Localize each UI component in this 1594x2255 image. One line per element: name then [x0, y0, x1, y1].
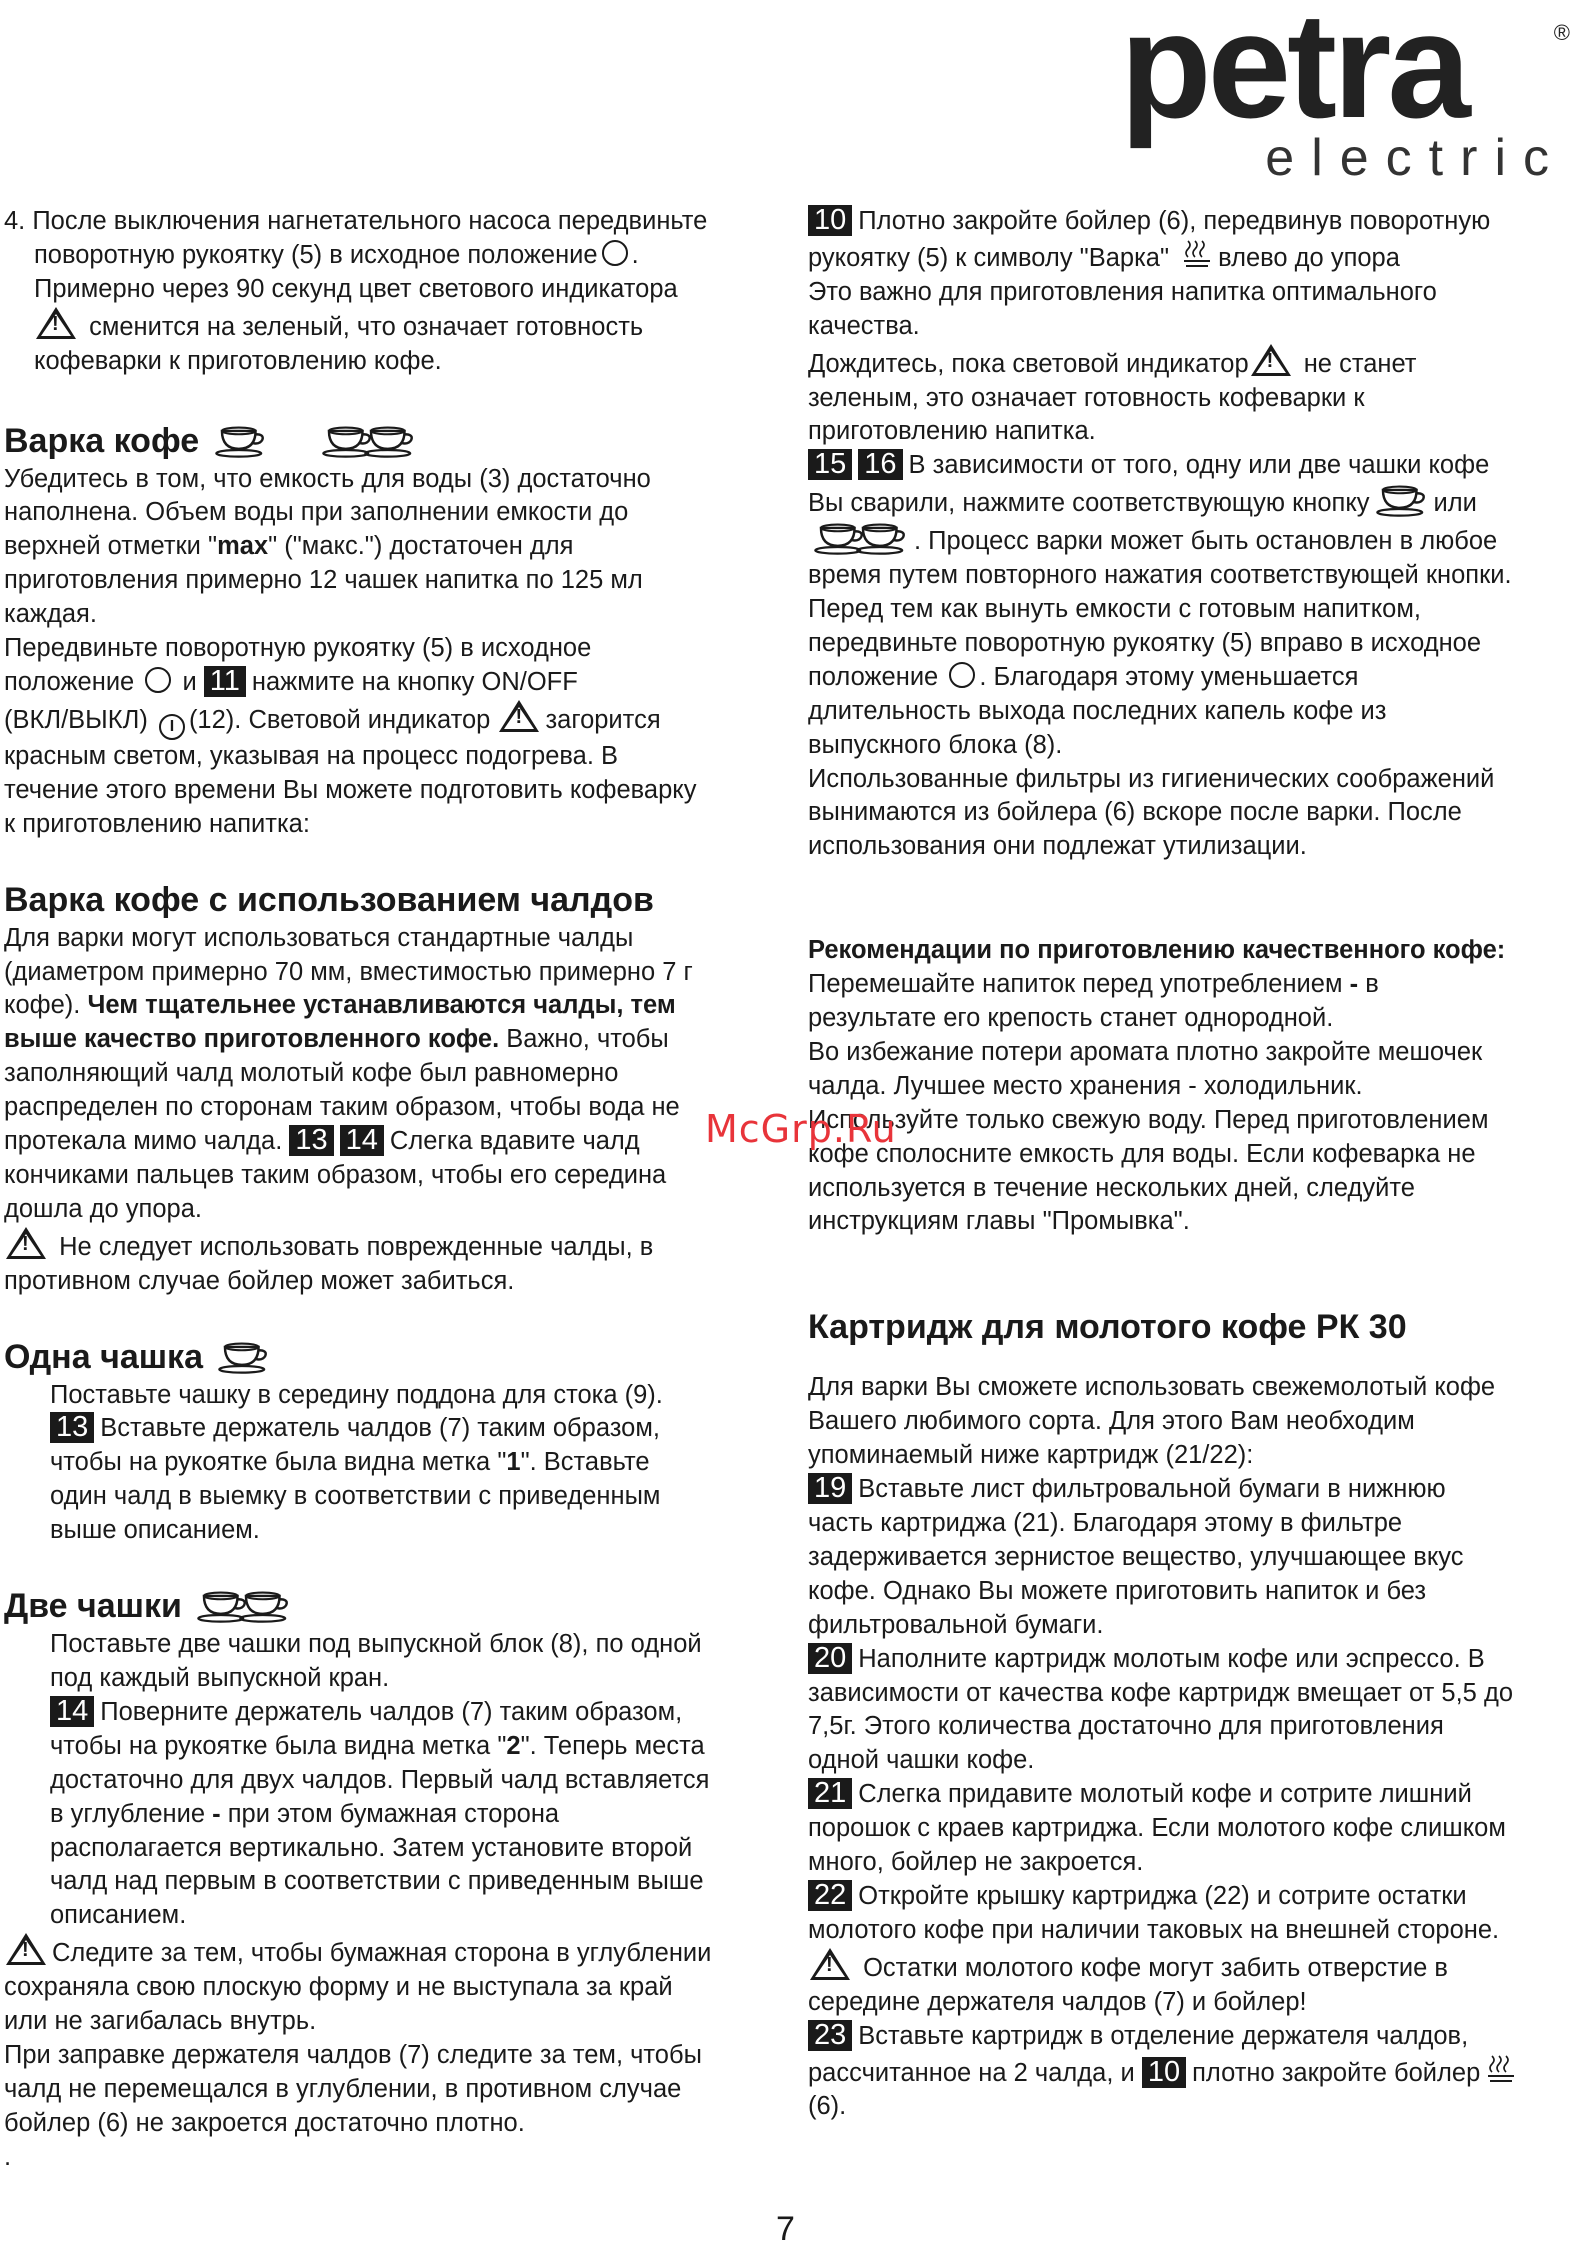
one-cup-button-icon	[1374, 483, 1430, 517]
step-10-paragraph: 10 Плотно закройте бойлер (6), передвинув поворотную рукоятку (5) к символу "Варка" влево до упора Это важно для приготовления напитка оптимального качества. Дождитесь, пока световой индикатор! не станет зеленым, это означает готовность кофеварки к приготовлению напитка. 15 16 В зависимости от того, одну или две чашки кофе Вы сварили, нажмите соответствующую кнопку или . Процесс варки может быть остановлен в любое время путем повторного нажатия соответствующей кнопки. Перед тем как вынуть емкости с готовым напитком, передвиньте поворотную рукоятку (5) вправо в исходное положение . Благодаря этому уменьшается длительность выхода последних капель кофе из выпускного блока (8). Использованные фильтры из гигиенических соображений вынимаются из бойлера (6) вскоре после варки. После использования они подлежат утилизации.	[808, 205, 1588, 864]
brew-symbol-icon	[1486, 2054, 1516, 2084]
cartridge-paragraph: Для варки Вы сможете использовать свежемолотый кофе Вашего любимого сорта. Для этого Вам необходим упоминаемый ниже картридж (21/22): 19 Вставьте лист фильтровальной бумаги в нижнюю часть картриджа (21). Благодаря этому в фильтре задерживается зернистое вещество, улучшающее вкус кофе. Однако Вы можете приготовить напиток и без фильтровальной бумаги. 20 Наполните картридж молотым кофе или эспрессо. В зависимости от качества кофе картридж вмещает от 5,5 до 7,5г. Этого количества достаточно для приготовления одной чашки кофе. 21 Слегка придавите молотый кофе и сотрите лишний порошок с краев картриджа. Если молотого кофе слишком много, бойлер не закроется. 22 Откройте крышку картриджа (22) и сотрите остатки молотого кофе при наличии таковых на внешней стороне. ! Остатки молотого кофе могут забить отверстие в середине держателя чалдов (7) и бойлер! 23 Вставьте картридж в отделение держателя чалдов, рассчитанное на 2 чалда, и 10 плотно закройте бойлер (6).	[808, 1371, 1588, 2124]
two-cups-paragraph: Поставьте две чашки под выпускной блок (8), по одной под каждый выпускной кран. 14 Поверните держатель чалдов (7) таким образом, чтобы на рукоятке была видна метка "2". Теперь места достаточно для двух чалдов. Первый чалд вставляется в углубление - при этом бумажная сторона располагается вертикально. Затем установите второй чалд над первым в соответствии с приведенным выше описанием. !Следите за тем, чтобы бумажная сторона в углублении сохраняла свою плоскую форму и не выступала за край или не загибалась внутрь. При заправке держателя чалдов (7) следите за тем, чтобы чалд не перемещался в углублении, в противном случае бойлер (6) не закроется достаточно плотно. .	[4, 1628, 784, 2175]
warning-icon	[1251, 344, 1291, 376]
petra-electric-logo	[1120, 0, 1570, 187]
step-badge: 13	[50, 1412, 94, 1443]
warning-icon	[36, 307, 76, 339]
step-badge: 14	[340, 1125, 384, 1156]
step-4-paragraph: 4. После выключения нагнетательного насоса передвиньте поворотную рукоятку (5) в исходное положение . Примерно через 90 секунд цвет светового индикатора ! сменится на зеленый, что означает готовность кофеварки к приготовлению кофе.	[4, 205, 784, 379]
step-badge: 14	[50, 1696, 94, 1727]
step-badge: 11	[204, 666, 246, 697]
one-cup-paragraph: Поставьте чашку в середину поддона для стока (9). 13 Вставьте держатель чалдов (7) таким образом, чтобы на рукоятке была видна метка "1". Вставьте один чалд в выемку в соответствии с приведенным выше описанием.	[50, 1380, 663, 1545]
one-cup-icon	[216, 1340, 272, 1374]
step-badge: 19	[808, 1473, 852, 1504]
warning-icon	[499, 700, 539, 732]
step-badge: 20	[808, 1643, 852, 1674]
step-badge: 10	[1142, 2057, 1186, 2088]
step-badge: 13	[289, 1125, 333, 1156]
circle-icon	[145, 667, 171, 693]
heading-pods: Варка кофе с использованием чалдов	[4, 880, 654, 919]
one-cup-icon	[213, 424, 269, 458]
warning-icon	[810, 1948, 850, 1980]
heading-two-cups: Две чашки	[4, 1584, 784, 1628]
step-badge: 10	[808, 205, 852, 236]
registered-mark: ®	[1553, 20, 1570, 45]
step-badge: 15	[808, 449, 852, 480]
circle-icon	[602, 240, 628, 266]
right-column	[808, 205, 1588, 2124]
warning-icon	[6, 1933, 46, 1965]
heading-cartridge: Картридж для молотого кофе РК 30	[808, 1308, 1407, 1347]
recommendations-heading: Рекомендации по приготовлению качественного кофе:	[808, 936, 1506, 965]
logo-subtitle: electric	[1265, 129, 1566, 187]
step-badge: 22	[808, 1880, 852, 1911]
recommendations-block: Рекомендации по приготовлению качественного кофе: Перемешайте напиток перед употреблением - в результате его крепость станет однородной. Во избежание потери аромата плотно закройте мешочек чалда. Лучшее место хранения - холодильник. Используйте только свежую воду. Перед приготовлением кофе сполосните емкость для воды. Если кофеварка не используется в течение нескольких дней, следуйте инструкциям главы "Промывка".	[808, 936, 1506, 1236]
pods-paragraph: Для варки могут использоваться стандартные чалды (диаметром примерно 70 мм, вместимостью примерно 7 г кофе). Чем тщательнее устанавливаются чалды, тем выше качество приготовленного кофе. Важно, чтобы заполняющий чалд молотый кофе был равномерно распределен по сторонам таким образом, чтобы вода не протекала мимо чалда. 13 14 Слегка вдавите чалд кончиками пальцев таким образом, чтобы его середина дошла до упора. ! Не следует использовать поврежденные чалды, в противном случае бойлер может забиться.	[4, 922, 784, 1299]
brew-symbol-icon	[1182, 239, 1212, 269]
circle-icon	[949, 662, 975, 688]
power-icon: I	[159, 714, 185, 740]
brew-paragraph: Убедитесь в том, что емкость для воды (3) достаточно наполнена. Объем воды при заполнении емкости до верхней отметки "max" ("макс.") достаточен для приготовления примерно 12 чашек напитка по 125 мл каждая. Передвиньте поворотную рукоятку (5) в исходное положение и 11 нажмите на кнопку ON/OFF (ВКЛ/ВЫКЛ) I (12). Световой индикатор ! загорится красным светом, указывая на процесс подогрева. В течение этого времени Вы можете подготовить кофеварку к приготовлению напитка:	[4, 463, 784, 842]
heading-brew-coffee: Варка кофе	[4, 419, 784, 463]
page-number: 7	[776, 2210, 795, 2248]
step-badge: 23	[808, 2020, 852, 2051]
warning-icon	[6, 1227, 46, 1259]
heading-one-cup: Одна чашка	[4, 1335, 784, 1379]
watermark: McGrp.Ru	[705, 1107, 897, 1151]
step-badge: 21	[808, 1778, 852, 1809]
left-column	[4, 205, 784, 2175]
logo-wordmark: petra	[1120, 0, 1467, 149]
step-badge: 16	[858, 449, 902, 480]
